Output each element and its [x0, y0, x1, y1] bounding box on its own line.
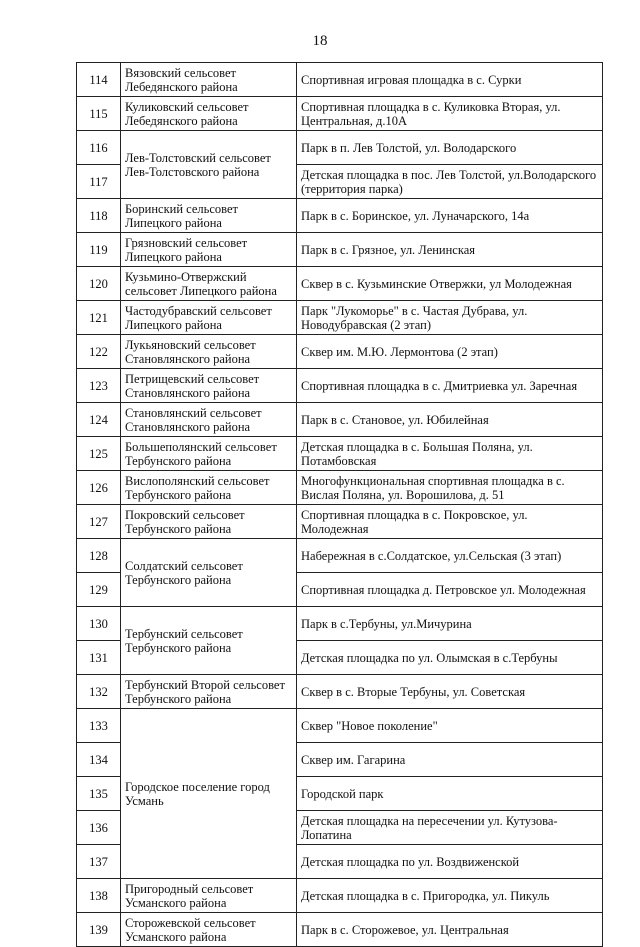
object-description: Сквер в с. Вторые Тербуны, ул. Советская — [297, 675, 603, 709]
object-description: Спортивная площадка в с. Дмитриевка ул. Заречная — [297, 369, 603, 403]
row-number: 139 — [77, 913, 121, 947]
table-row — [77, 199, 603, 233]
table-row — [77, 63, 603, 97]
object-description: Парк в с. Боринское, ул. Луначарского, 14а — [297, 199, 603, 233]
council-name: Становлянский сельсовет Становлянского района — [121, 403, 297, 437]
table-row — [77, 301, 603, 335]
table-row — [77, 437, 603, 471]
council-name: Городское поселение город Усмань — [121, 709, 297, 879]
object-description: Детская площадка по ул. Олымская в с.Тербуны — [297, 641, 603, 675]
object-description: Сквер "Новое поколение" — [297, 709, 603, 743]
objects-table — [76, 62, 603, 947]
table-row — [77, 675, 603, 709]
row-number: 115 — [77, 97, 121, 131]
object-description: Парк в с.Тербуны, ул.Мичурина — [297, 607, 603, 641]
council-name: Покровский сельсовет Тербунского района — [121, 505, 297, 539]
row-number: 122 — [77, 335, 121, 369]
table-row — [77, 131, 603, 165]
table-row — [77, 97, 603, 131]
table-row — [77, 403, 603, 437]
object-description: Сквер им. Гагарина — [297, 743, 603, 777]
table-row — [77, 879, 603, 913]
council-name: Солдатский сельсовет Тербунского района — [121, 539, 297, 607]
row-number: 132 — [77, 675, 121, 709]
object-description: Детская площадка в с. Большая Поляна, ул. Потамбовская — [297, 437, 603, 471]
council-name: Тербунский сельсовет Тербунского района — [121, 607, 297, 675]
row-number: 126 — [77, 471, 121, 505]
object-description: Парк в с. Становое, ул. Юбилейная — [297, 403, 603, 437]
table-row — [77, 335, 603, 369]
row-number: 127 — [77, 505, 121, 539]
object-description: Парк в с. Грязное, ул. Ленинская — [297, 233, 603, 267]
object-description: Набережная в с.Солдатское, ул.Сельская (3 этап) — [297, 539, 603, 573]
council-name: Большеполянский сельсовет Тербунского района — [121, 437, 297, 471]
object-description: Парк в с. Сторожевое, ул. Центральная — [297, 913, 603, 947]
row-number: 129 — [77, 573, 121, 607]
council-name: Тербунский Второй сельсовет Тербунского района — [121, 675, 297, 709]
object-description: Спортивная площадка в с. Куликовка Вторая, ул. Центральная, д.10А — [297, 97, 603, 131]
page-number: 18 — [312, 33, 328, 49]
row-number: 118 — [77, 199, 121, 233]
table-row — [77, 233, 603, 267]
row-number: 123 — [77, 369, 121, 403]
table-row — [77, 267, 603, 301]
table-row — [77, 607, 603, 641]
object-description: Парк в п. Лев Толстой, ул. Володарского — [297, 131, 603, 165]
row-number: 119 — [77, 233, 121, 267]
row-number: 137 — [77, 845, 121, 879]
table-row — [77, 539, 603, 573]
council-name: Пригородный сельсовет Усманского района — [121, 879, 297, 913]
object-description: Детская площадка по ул. Воздвиженской — [297, 845, 603, 879]
object-description: Детская площадка на пересечении ул. Кутузова-Лопатина — [297, 811, 603, 845]
row-number: 131 — [77, 641, 121, 675]
table-row — [77, 471, 603, 505]
object-description: Городской парк — [297, 777, 603, 811]
council-name: Куликовский сельсовет Лебедянского района — [121, 97, 297, 131]
council-name: Грязновский сельсовет Липецкого района — [121, 233, 297, 267]
object-description: Спортивная площадка в с. Покровское, ул. Молодежная — [297, 505, 603, 539]
row-number: 136 — [77, 811, 121, 845]
object-description: Детская площадка в с. Пригородка, ул. Пикуль — [297, 879, 603, 913]
council-name: Вязовский сельсовет Лебедянского района — [121, 63, 297, 97]
council-name: Сторожевской сельсовет Усманского района — [121, 913, 297, 947]
row-number: 125 — [77, 437, 121, 471]
row-number: 116 — [77, 131, 121, 165]
object-description: Сквер в с. Кузьминские Отвержки, ул Молодежная — [297, 267, 603, 301]
council-name: Частодубравский сельсовет Липецкого района — [121, 301, 297, 335]
object-description: Многофункциональная спортивная площадка в с. Вислая Поляна, ул. Ворошилова, д. 51 — [297, 471, 603, 505]
object-description: Детская площадка в пос. Лев Толстой, ул.Володарского (территория парка) — [297, 165, 603, 199]
row-number: 133 — [77, 709, 121, 743]
row-number: 128 — [77, 539, 121, 573]
council-name: Петрищевский сельсовет Становлянского района — [121, 369, 297, 403]
row-number: 120 — [77, 267, 121, 301]
table-row — [77, 709, 603, 743]
council-name: Вислополянский сельсовет Тербунского района — [121, 471, 297, 505]
object-description: Сквер им. М.Ю. Лермонтова (2 этап) — [297, 335, 603, 369]
council-name: Лев-Толстовский сельсовет Лев-Толстовского района — [121, 131, 297, 199]
row-number: 117 — [77, 165, 121, 199]
council-name: Боринский сельсовет Липецкого района — [121, 199, 297, 233]
object-description: Спортивная игровая площадка в с. Сурки — [297, 63, 603, 97]
object-description: Спортивная площадка д. Петровское ул. Молодежная — [297, 573, 603, 607]
row-number: 138 — [77, 879, 121, 913]
table-row — [77, 369, 603, 403]
table-row — [77, 913, 603, 947]
row-number: 135 — [77, 777, 121, 811]
council-name: Кузьмино-Отвержский сельсовет Липецкого района — [121, 267, 297, 301]
object-description: Парк "Лукоморье" в с. Частая Дубрава, ул. Новодубравская (2 этап) — [297, 301, 603, 335]
row-number: 121 — [77, 301, 121, 335]
row-number: 130 — [77, 607, 121, 641]
row-number: 134 — [77, 743, 121, 777]
row-number: 114 — [77, 63, 121, 97]
council-name: Лукьяновский сельсовет Становлянского района — [121, 335, 297, 369]
table-row — [77, 505, 603, 539]
row-number: 124 — [77, 403, 121, 437]
